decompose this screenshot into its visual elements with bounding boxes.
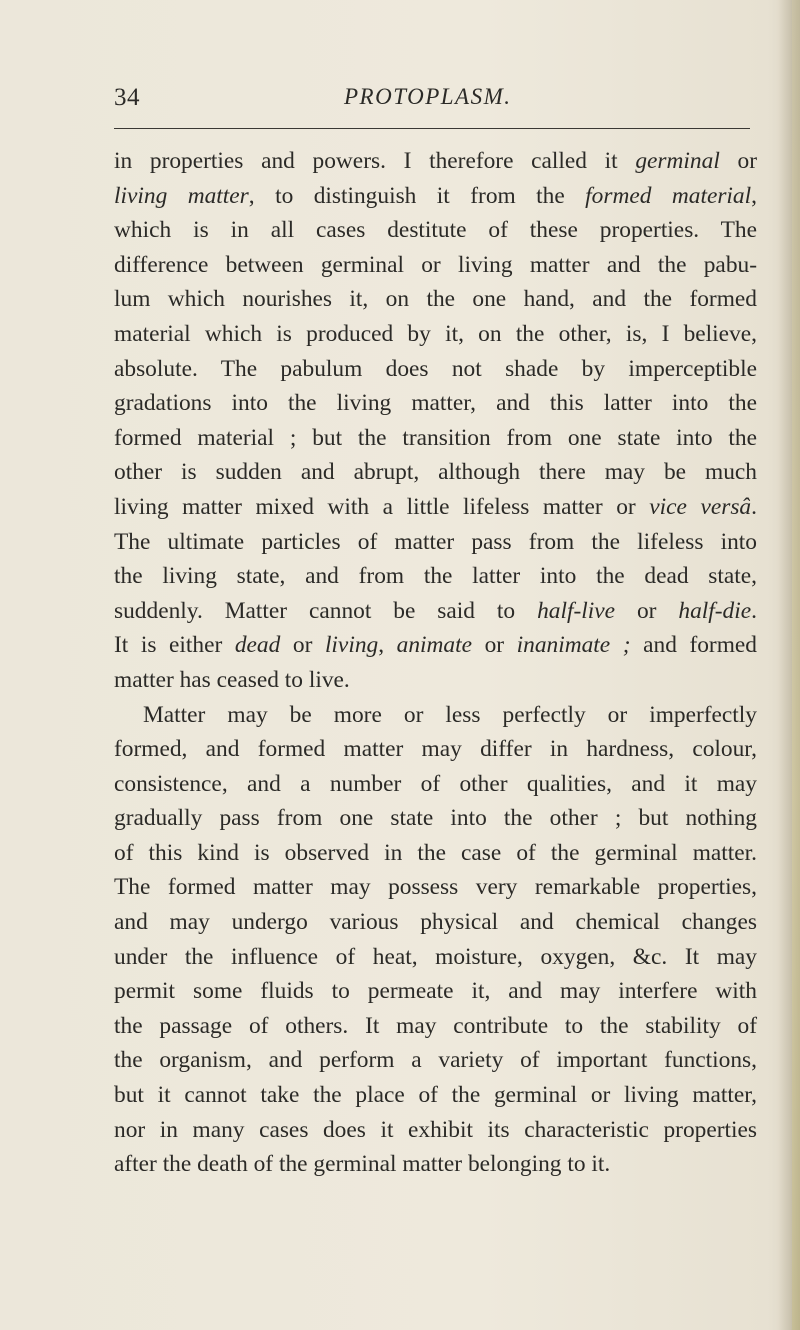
text-line [114, 594, 757, 629]
text-line [114, 1147, 757, 1182]
text-line [114, 905, 757, 940]
text-segment: The ultimate particles of matter pass from the lifeless into [114, 528, 757, 555]
text-line [114, 940, 757, 975]
italic-text: living matter [114, 182, 249, 209]
text-line [114, 248, 757, 283]
text-segment: formed, and formed matter may differ in hardness, colour, [114, 736, 757, 763]
text-segment: , to distinguish it from the [248, 182, 586, 209]
italic-text: germinal [635, 148, 720, 174]
header-rule [114, 128, 750, 129]
italic-text: formed material [585, 182, 752, 209]
text-segment: under the influence of heat, moisture, oxygen, &c. It may [114, 943, 757, 970]
text-line [114, 179, 757, 214]
text-segment: formed material ; but the transition from one state into the [114, 424, 757, 451]
text-line [114, 628, 757, 663]
text-line [114, 1078, 757, 1113]
text-line [114, 767, 757, 802]
text-segment: other is sudden and abrupt, although there may be much [114, 459, 757, 486]
text-line [114, 974, 757, 1009]
text-line [114, 732, 757, 767]
text-line [114, 1043, 757, 1078]
italic-text: inanimate ; [516, 632, 631, 659]
text-segment: the living state, and from the latter into the dead state, [114, 563, 757, 590]
text-segment: the passage of others. It may contribute to the stability of [114, 1012, 757, 1039]
text-line [114, 559, 757, 594]
text-segment: of this kind is observed in the case of the germinal matter. [114, 839, 757, 866]
text-segment: or [719, 148, 757, 174]
text-line [114, 455, 757, 490]
text-segment: Matter may be more or less perfectly or imperfectly [143, 701, 757, 728]
text-segment: which is in all cases destitute of these properties. The [114, 217, 757, 244]
text-line [114, 144, 757, 179]
text-line [114, 836, 757, 871]
running-head: PROTOPLASM. [344, 84, 512, 109]
italic-text: half-live [537, 597, 616, 624]
text-line [114, 386, 757, 421]
text-segment: and may undergo various physical and chemical changes [114, 909, 757, 936]
text-segment: , [378, 632, 397, 659]
text-line [114, 421, 757, 456]
text-segment: living matter mixed with a little lifeless matter or [114, 493, 650, 520]
text-line [114, 698, 757, 733]
text-segment: material which is produced by it, on the other, is, I believe, [114, 320, 757, 347]
text-line [114, 282, 757, 317]
text-segment: or [472, 632, 517, 659]
text-segment: or [280, 632, 325, 659]
text-segment: The formed matter may possess very remarkable properties, [114, 874, 757, 901]
text-segment: difference between germinal or living matter and the pabu- [114, 251, 757, 278]
text-line [114, 213, 757, 248]
text-segment: after the death of the germinal matter belonging to it. [114, 1151, 611, 1178]
text-segment: and formed [630, 632, 757, 659]
text-segment: the organism, and perform a variety of important functions, [114, 1047, 757, 1074]
page-header [114, 84, 754, 114]
text-segment: nor in many cases does it exhibit its characteristic properties [114, 1116, 757, 1143]
text-segment: matter has ceased to live. [114, 666, 350, 693]
page-edge-tint [792, 0, 800, 1330]
text-segment: or [615, 597, 679, 624]
italic-text: living [324, 632, 379, 659]
text-segment: in properties and powers. I therefore called it [114, 148, 636, 174]
italic-text: dead [234, 632, 281, 659]
text-segment: consistence, and a number of other qualities, and it may [114, 770, 757, 797]
italic-text: half-die [678, 597, 752, 624]
text-line [114, 870, 757, 905]
text-line [114, 490, 757, 525]
text-segment: . [751, 493, 757, 520]
text-line [114, 525, 757, 560]
text-segment: lum which nourishes it, on the one hand, and the formed [114, 286, 757, 313]
text-segment: absolute. The pabulum does not shade by imperceptible [114, 355, 757, 382]
text-line [114, 801, 757, 836]
text-segment: It is either [114, 632, 235, 659]
text-segment: but it cannot take the place of the germinal or living matter, [114, 1082, 757, 1109]
text-line [114, 663, 757, 698]
page-number: 34 [114, 84, 140, 111]
text-segment: gradations into the living matter, and this latter into the [114, 390, 757, 417]
text-line [114, 352, 757, 387]
text-segment: permit some fluids to permeate it, and may interfere with [114, 978, 757, 1005]
text-segment: . [751, 597, 757, 624]
text-line [114, 317, 757, 352]
text-segment: suddenly. Matter cannot be said to [114, 597, 538, 624]
italic-text: vice versâ [649, 493, 752, 520]
text-segment: gradually pass from one state into the other ; but nothing [114, 805, 757, 832]
italic-text: animate [396, 632, 472, 659]
body-text [114, 144, 757, 1182]
text-line [114, 1113, 757, 1148]
text-segment: , [751, 182, 757, 209]
text-line [114, 1009, 757, 1044]
